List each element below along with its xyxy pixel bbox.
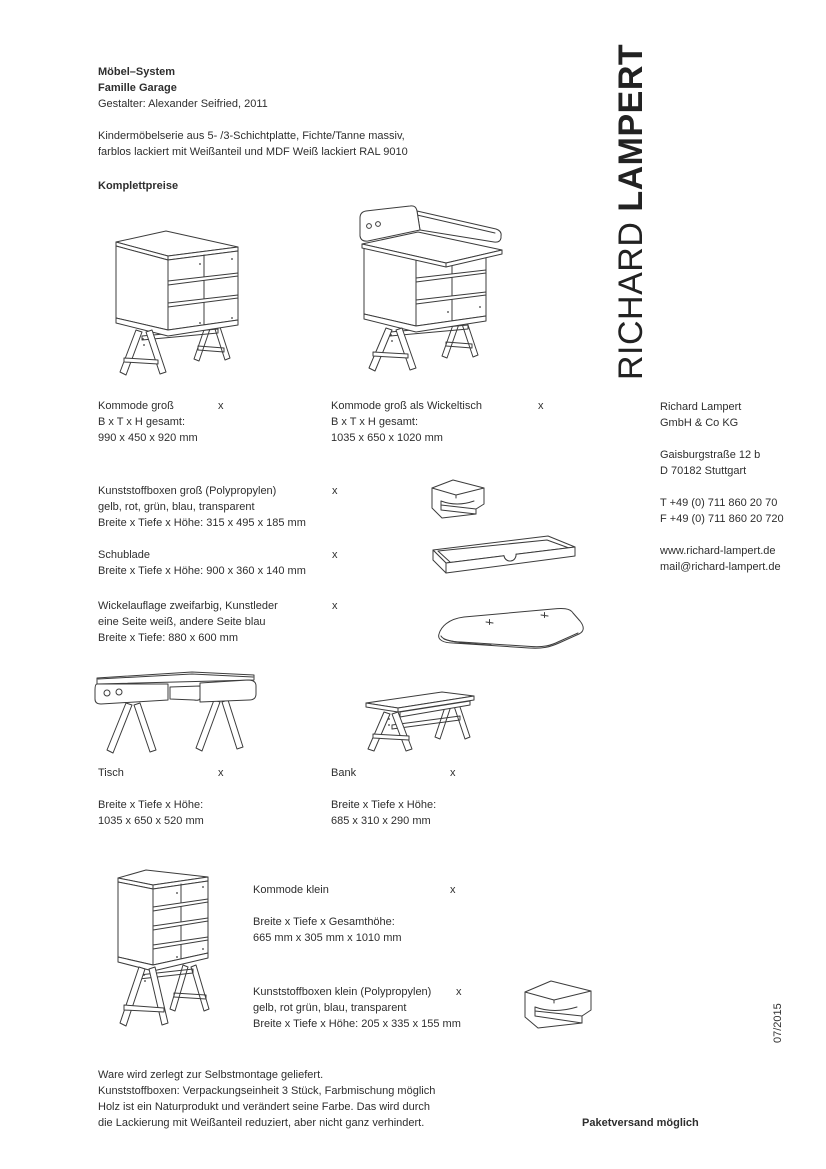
- footer-note-line: Kunststoffboxen: Verpackungseinheit 3 Stück, Farbmischung möglich: [98, 1085, 436, 1097]
- product-name: Tisch: [98, 767, 124, 779]
- price-mark: x: [456, 986, 462, 998]
- company-legal: GmbH & Co KG: [660, 417, 739, 429]
- brand-word-lampert: LAMPERT: [612, 43, 650, 212]
- product-dimension-label: Breite x Tiefe x Höhe:: [331, 799, 437, 811]
- product-dimension-value: 1035 x 650 x 1020 mm: [331, 432, 443, 444]
- footer-note-line: die Lackierung mit Weißanteil reduziert, aber nicht ganz verhindert.: [98, 1117, 425, 1129]
- family-title: Famille Garage: [98, 82, 177, 94]
- product-name: Kommode groß: [98, 400, 174, 412]
- series-description: [98, 128, 408, 160]
- product-kommode-klein: [253, 882, 456, 946]
- price-mark: x: [450, 767, 456, 779]
- footer-note-line: Holz ist ein Naturprodukt und verändert seine Farbe. Das wird durch: [98, 1101, 430, 1113]
- header-block: [98, 64, 268, 112]
- product-kunststoffboxen-klein: [253, 984, 461, 1032]
- product-schublade: [98, 547, 338, 579]
- product-kommode-gross: [98, 398, 224, 446]
- product-dimension-value: Breite x Tiefe: 880 x 600 mm: [98, 632, 239, 644]
- illustration-box-klein: [521, 977, 597, 1035]
- product-dimension-label: B x T x H gesamt:: [98, 416, 186, 428]
- illustration-schublade: [430, 531, 580, 591]
- product-dimension-value: 990 x 450 x 920 mm: [98, 432, 198, 444]
- product-name: Kunststoffboxen groß (Polypropylen): [98, 485, 277, 497]
- product-name: Kunststoffboxen klein (Polypropylen): [253, 986, 432, 998]
- email-link[interactable]: mail@richard-lampert.de: [660, 561, 781, 573]
- product-tisch: [98, 765, 224, 829]
- phone-number: T +49 (0) 711 860 20 70: [660, 497, 778, 509]
- price-mark: x: [332, 549, 338, 561]
- designer-credit: Gestalter: Alexander Seifried, 2011: [98, 98, 268, 110]
- illustration-bank: [362, 687, 478, 757]
- price-mark: x: [450, 884, 456, 896]
- footer-notes: [98, 1067, 435, 1131]
- product-dimension-label: Breite x Tiefe x Höhe:: [98, 799, 204, 811]
- price-mark: x: [332, 600, 338, 612]
- product-dimension-value: 685 x 310 x 290 mm: [331, 815, 431, 827]
- price-heading: Komplettpreise: [98, 180, 179, 192]
- shipping-note: Paketversand möglich: [582, 1117, 699, 1129]
- product-dimension-value: Breite x Tiefe x Höhe: 900 x 360 x 140 mm: [98, 565, 306, 577]
- illustration-tisch: [94, 669, 258, 757]
- brand-logo: [614, 44, 648, 380]
- product-dimension-label: Breite x Tiefe x Gesamthöhe:: [253, 916, 395, 928]
- product-kunststoffboxen-gross: [98, 483, 338, 531]
- illustration-kommode-gross: [110, 226, 250, 382]
- date-stamp: 07/2015: [772, 1003, 784, 1043]
- price-mark: x: [538, 400, 544, 412]
- product-name: Schublade: [98, 549, 150, 561]
- description-line: farblos lackiert mit Weißanteil und MDF Weiß lackiert RAL 9010: [98, 146, 408, 158]
- product-dimension-label: B x T x H gesamt:: [331, 416, 419, 428]
- product-dimension-value: 1035 x 650 x 520 mm: [98, 815, 204, 827]
- illustration-kommode-klein: [113, 861, 213, 1033]
- price-mark: x: [332, 485, 338, 497]
- description-line: Kindermöbelserie aus 5- /3-Schichtplatte, Fichte/Tanne massiv,: [98, 130, 405, 142]
- product-dimension-value: 665 mm x 305 mm x 1010 mm: [253, 932, 402, 944]
- product-color-options: gelb, rot, grün, blau, transparent: [98, 501, 255, 513]
- product-wickeltisch: [331, 398, 544, 446]
- illustration-wickelauflage: [431, 602, 591, 650]
- company-name: Richard Lampert: [660, 401, 742, 413]
- contact-block: [660, 399, 784, 575]
- product-color-options: eine Seite weiß, andere Seite blau: [98, 616, 266, 628]
- product-color-options: gelb, rot grün, blau, transparent: [253, 1002, 407, 1014]
- product-dimension-value: Breite x Tiefe x Höhe: 315 x 495 x 185 mm: [98, 517, 306, 529]
- footer-note-line: Ware wird zerlegt zur Selbstmontage geliefert.: [98, 1069, 324, 1081]
- city-address: D 70182 Stuttgart: [660, 465, 747, 477]
- product-name: Kommode klein: [253, 884, 329, 896]
- price-mark: x: [218, 400, 224, 412]
- product-dimension-value: Breite x Tiefe x Höhe: 205 x 335 x 155 mm: [253, 1018, 461, 1030]
- street-address: Gaisburgstraße 12 b: [660, 449, 761, 461]
- illustration-box-gross: [429, 477, 489, 521]
- series-title: Möbel–System: [98, 66, 176, 78]
- product-name: Kommode groß als Wickeltisch: [331, 400, 482, 412]
- product-name: Wickelauflage zweifarbig, Kunstleder: [98, 600, 278, 612]
- product-wickelauflage: [98, 598, 338, 646]
- illustration-wickeltisch: [356, 204, 512, 380]
- product-bank: [331, 765, 456, 829]
- website-link[interactable]: www.richard-lampert.de: [660, 545, 776, 557]
- brand-word-richard: RICHARD: [612, 221, 650, 380]
- product-name: Bank: [331, 767, 357, 779]
- fax-number: F +49 (0) 711 860 20 720: [660, 513, 784, 525]
- price-mark: x: [218, 767, 224, 779]
